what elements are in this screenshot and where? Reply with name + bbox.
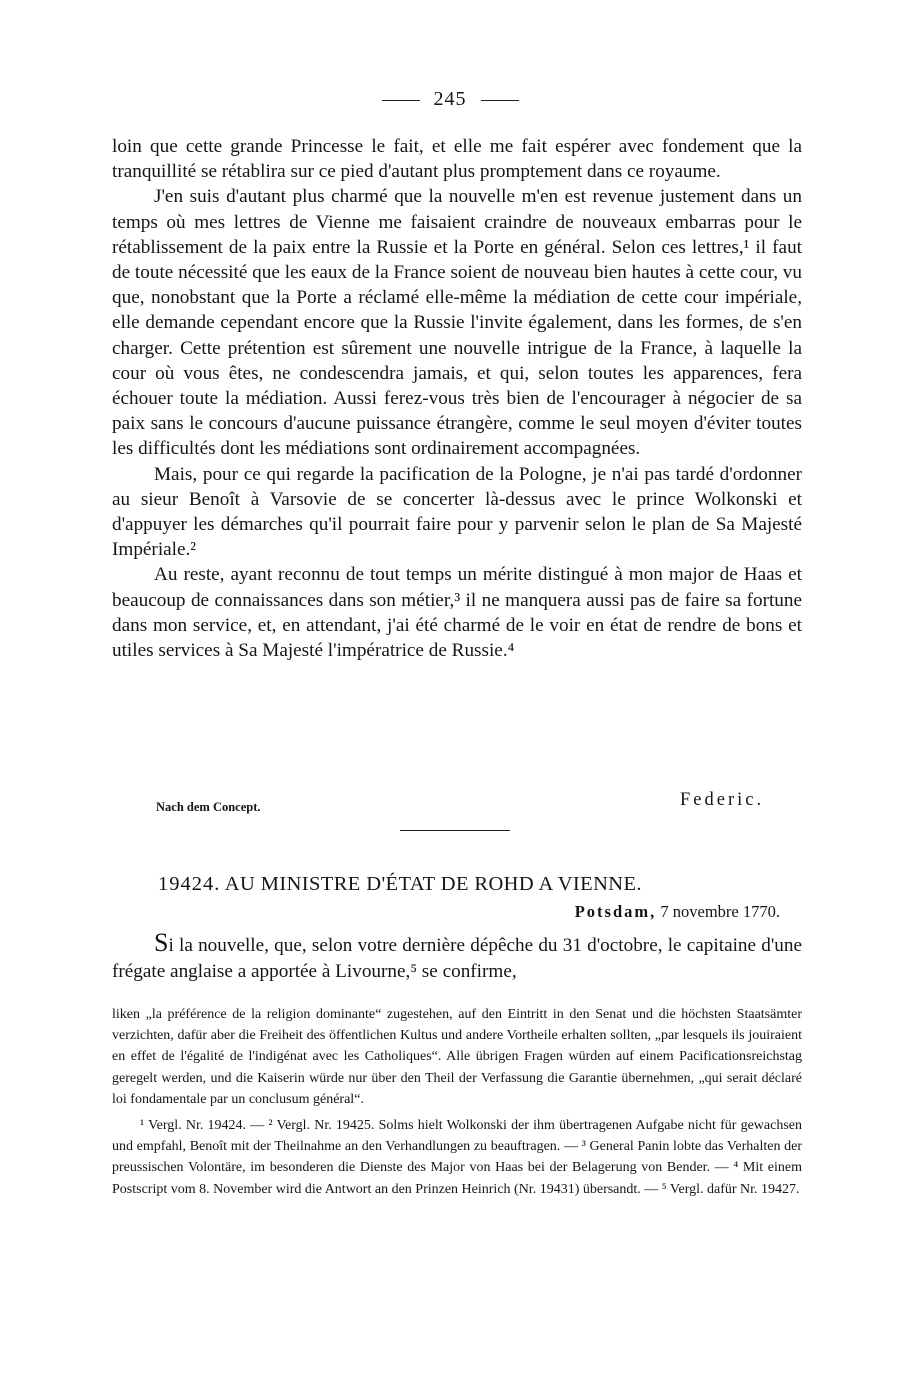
opening-text: i la nouvelle, que, selon votre dernière dépêche du 31 d'octobre, le capitaine d'une frégate anglaise a apportée à Livourne,⁵ se confirme, <box>112 935 802 982</box>
section-divider <box>400 830 510 831</box>
footnote-list: ¹ Vergl. Nr. 19424. — ² Vergl. Nr. 19425. Solms hielt Wolkonski der ihm übertragenen Aufgabe nicht für gewachsen und empfahl, Benoît mit der Theilnahme an den Verhandlungen zu beauftragen. — ³ General Panin lobte das Verhalten der preussischen Volontäre, im besonderen die Dienste des Major von Haas bei der Belagerung von Bender. — ⁴ Mit einem Postscript vom 8. November wird die Antwort an den Prinzen Heinrich (Nr. 19431) übersandt. — ⁵ Vergl. dafür Nr. 19427. <box>112 1118 802 1197</box>
dateline <box>112 902 780 922</box>
source-note: Nach dem Concept. <box>156 800 261 814</box>
paragraph: Mais, pour ce qui regarde la pacification de la Pologne, je n'ai pas tardé d'ordonner au sieur Benoît à Varsovie de se concerter là-dessus avec le prince Wolkonski et d'appuyer les démarches qu'il pourrait faire pour y parvenir selon le plan de Sa Majesté Impériale.² <box>112 463 802 561</box>
date: 7 novembre 1770. <box>660 902 780 921</box>
paragraph: Au reste, ayant reconnu de tout temps un mérite distingué à mon major de Haas et beaucoup de connaissances dans son métier,³ il ne manquera aussi pas de faire sa fortune dans mon service, et, en attendant, j'ai été charmé de le voir en état de rendre de bons et utiles services à Sa Majesté l'impératrice de Russie.⁴ <box>112 564 802 662</box>
page-number: 245 <box>433 88 467 110</box>
page-number-line <box>0 88 900 111</box>
closing-row <box>112 790 802 816</box>
paragraph: loin que cette grande Princesse le fait, et elle me fait espérer avec fondement que la tranquillité se rétablira sur ce pied d'autant plus promptement dans ce royaume. <box>112 136 802 183</box>
footnotes <box>112 1004 802 1200</box>
initial-letter: S <box>154 928 169 957</box>
letter-number: 19424. <box>158 873 221 895</box>
letter-body <box>112 134 802 663</box>
footnote-continuation: liken „la préférence de la religion dominante“ zugestehen, auf den Eintritt in den Senat und die höchsten Staatsämter verzichten, dafür aber die Freiheit des öffentlichen Kultus und andere Vortheile erhalten sollten, „par lesquels ils jouiraient en effet de l'égalité de l'indigénat avec les Catholiques“. Alle übrigen Fragen würden auf einem Pacificationsreichstag geregelt werden, und die Kaiserin würde nur über den Theil der Verfassung die Garantie übernehmen, „qui serait déclaré loi fondamentale par un conclusum général“. <box>112 1007 802 1107</box>
place: Potsdam, <box>574 902 657 921</box>
signature: Federic. <box>680 790 765 810</box>
left-dash <box>382 100 420 101</box>
right-dash <box>481 100 519 101</box>
letter-heading <box>158 873 642 896</box>
paragraph: J'en suis d'autant plus charmé que la nouvelle m'en est revenue justement dans un temps où mes lettres de Vienne me faisaient craindre de nouveaux embarras pour le rétablissement de la paix entre la Russie et la Porte en général. Selon ces lettres,¹ il faut de toute nécessité que les eaux de la France soient de nouveau bien hautes à cette cour, vu que, nonobstant que la Porte a réclamé elle-même la médiation de cette cour impériale, elle demande cependant encore que la Russie l'invite également, dans les formes, de s'en charger. Cette prétention est sûrement une nouvelle intrigue de la France, à laquelle la cour où vous êtes, ne condescendra jamais, et qui, selon toutes les apparences, fera échouer toute la médiation. Aussi ferez-vous très bien de l'encourager à négocier de sa paix sans le concours d'aucune puissance étrangère, comme le seul moyen d'éviter toutes les difficultés dont les médiations sont ordinairement accompagnées. <box>112 186 802 460</box>
letter-title: AU MINISTRE D'ÉTAT DE ROHD A VIENNE. <box>224 873 642 895</box>
letter-opening <box>112 930 802 984</box>
